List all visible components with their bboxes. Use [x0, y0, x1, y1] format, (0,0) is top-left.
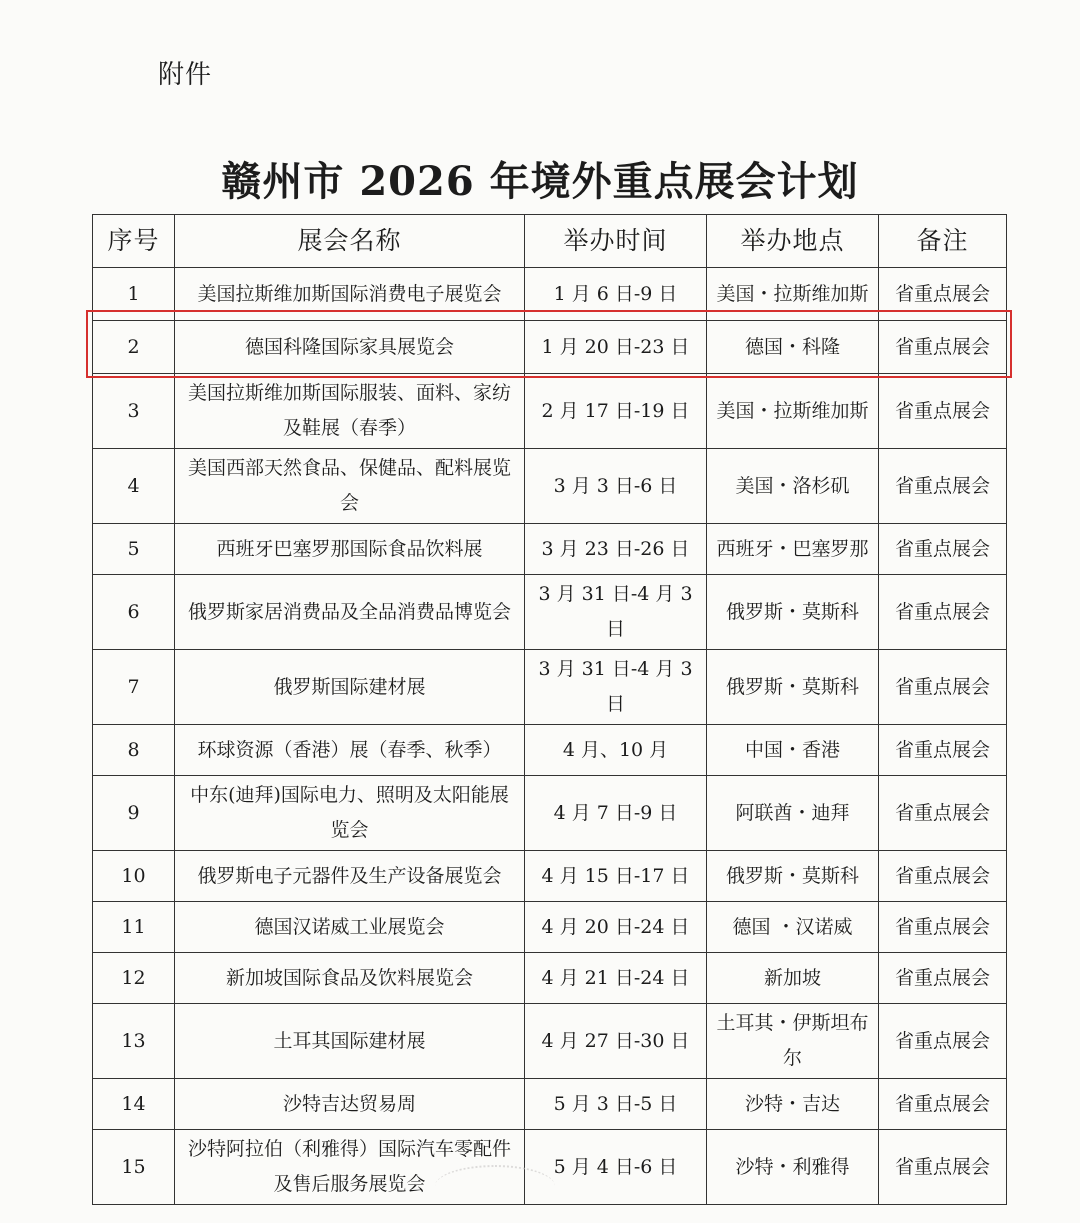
header-note: 备注: [879, 215, 1007, 268]
row-name: 沙特阿拉伯（利雅得）国际汽车零配件及售后服务展览会: [175, 1130, 525, 1205]
row-name: 美国西部天然食品、保健品、配料展览会: [175, 449, 525, 524]
table-header-row: [93, 215, 1007, 268]
row-date: 5 月 3 日-5 日: [525, 1079, 707, 1130]
header-date: 举办时间: [525, 215, 707, 268]
row-no: 2: [93, 321, 175, 374]
table-row: [93, 1079, 1007, 1130]
row-date: 4 月 7 日-9 日: [525, 776, 707, 851]
row-date: 4 月 20 日-24 日: [525, 902, 707, 953]
row-no: 14: [93, 1079, 175, 1130]
row-no: 1: [93, 268, 175, 321]
row-date: 1 月 20 日-23 日: [525, 321, 707, 374]
row-no: 13: [93, 1004, 175, 1079]
row-no: 8: [93, 725, 175, 776]
exhibition-plan-table: [92, 214, 1007, 1205]
row-date: 3 月 23 日-26 日: [525, 524, 707, 575]
table-row: [93, 374, 1007, 449]
row-name: 俄罗斯电子元器件及生产设备展览会: [175, 851, 525, 902]
row-location: 沙特・吉达: [707, 1079, 879, 1130]
row-date: 5 月 4 日-6 日: [525, 1130, 707, 1205]
row-note: 省重点展会: [879, 374, 1007, 449]
row-no: 9: [93, 776, 175, 851]
row-note: 省重点展会: [879, 449, 1007, 524]
row-location: 德国 ・汉诺威: [707, 902, 879, 953]
table-row: [93, 902, 1007, 953]
row-name: 美国拉斯维加斯国际消费电子展览会: [175, 268, 525, 321]
table-row: [93, 268, 1007, 321]
row-location: 阿联酋・迪拜: [707, 776, 879, 851]
header-location: 举办地点: [707, 215, 879, 268]
row-no: 7: [93, 650, 175, 725]
row-note: 省重点展会: [879, 650, 1007, 725]
row-note: 省重点展会: [879, 851, 1007, 902]
table-row: [93, 851, 1007, 902]
row-date: 4 月 15 日-17 日: [525, 851, 707, 902]
row-name: 德国汉诺威工业展览会: [175, 902, 525, 953]
row-note: 省重点展会: [879, 268, 1007, 321]
row-no: 12: [93, 953, 175, 1004]
header-no: 序号: [93, 215, 175, 268]
row-location: 德国・科隆: [707, 321, 879, 374]
row-note: 省重点展会: [879, 1079, 1007, 1130]
row-date: 1 月 6 日-9 日: [525, 268, 707, 321]
row-name: 中东(迪拜)国际电力、照明及太阳能展览会: [175, 776, 525, 851]
row-no: 3: [93, 374, 175, 449]
row-date: 3 月 3 日-6 日: [525, 449, 707, 524]
row-location: 俄罗斯・莫斯科: [707, 851, 879, 902]
header-name: 展会名称: [175, 215, 525, 268]
row-no: 11: [93, 902, 175, 953]
table-row: [93, 776, 1007, 851]
official-seal-trace: [435, 1165, 555, 1207]
table-row: [93, 1004, 1007, 1079]
table-row: [93, 650, 1007, 725]
table-row: [93, 725, 1007, 776]
row-note: 省重点展会: [879, 902, 1007, 953]
row-name: 新加坡国际食品及饮料展览会: [175, 953, 525, 1004]
row-location: 美国・洛杉矶: [707, 449, 879, 524]
document-title: 赣州市 2026 年境外重点展会计划: [221, 158, 859, 205]
row-location: 土耳其・伊斯坦布尔: [707, 1004, 879, 1079]
row-date: 4 月、10 月: [525, 725, 707, 776]
row-no: 5: [93, 524, 175, 575]
row-name: 美国拉斯维加斯国际服装、面料、家纺及鞋展（春季）: [175, 374, 525, 449]
row-note: 省重点展会: [879, 725, 1007, 776]
row-location: 西班牙・巴塞罗那: [707, 524, 879, 575]
row-note: 省重点展会: [879, 1004, 1007, 1079]
attachment-label: 附件: [158, 60, 213, 90]
table-row: [93, 575, 1007, 650]
row-note: 省重点展会: [879, 524, 1007, 575]
table-row: [93, 449, 1007, 524]
row-date: 3 月 31 日-4 月 3 日: [525, 575, 707, 650]
row-name: 沙特吉达贸易周: [175, 1079, 525, 1130]
row-name: 西班牙巴塞罗那国际食品饮料展: [175, 524, 525, 575]
table-row: [93, 524, 1007, 575]
row-name: 环球资源（香港）展（春季、秋季）: [175, 725, 525, 776]
row-no: 10: [93, 851, 175, 902]
row-note: 省重点展会: [879, 776, 1007, 851]
row-note: 省重点展会: [879, 1130, 1007, 1205]
row-location: 美国・拉斯维加斯: [707, 268, 879, 321]
table-row-highlighted: [93, 321, 1007, 374]
row-note: 省重点展会: [879, 953, 1007, 1004]
row-note: 省重点展会: [879, 321, 1007, 374]
row-no: 4: [93, 449, 175, 524]
row-location: 俄罗斯・莫斯科: [707, 575, 879, 650]
row-date: 3 月 31 日-4 月 3 日: [525, 650, 707, 725]
row-no: 15: [93, 1130, 175, 1205]
row-date: 2 月 17 日-19 日: [525, 374, 707, 449]
table-row: [93, 953, 1007, 1004]
row-date: 4 月 27 日-30 日: [525, 1004, 707, 1079]
row-location: 中国・香港: [707, 725, 879, 776]
row-location: 俄罗斯・莫斯科: [707, 650, 879, 725]
row-location: 美国・拉斯维加斯: [707, 374, 879, 449]
row-name: 德国科隆国际家具展览会: [175, 321, 525, 374]
row-note: 省重点展会: [879, 575, 1007, 650]
row-name: 土耳其国际建材展: [175, 1004, 525, 1079]
row-date: 4 月 21 日-24 日: [525, 953, 707, 1004]
row-no: 6: [93, 575, 175, 650]
row-location: 沙特・利雅得: [707, 1130, 879, 1205]
row-name: 俄罗斯家居消费品及全品消费品博览会: [175, 575, 525, 650]
row-location: 新加坡: [707, 953, 879, 1004]
row-name: 俄罗斯国际建材展: [175, 650, 525, 725]
